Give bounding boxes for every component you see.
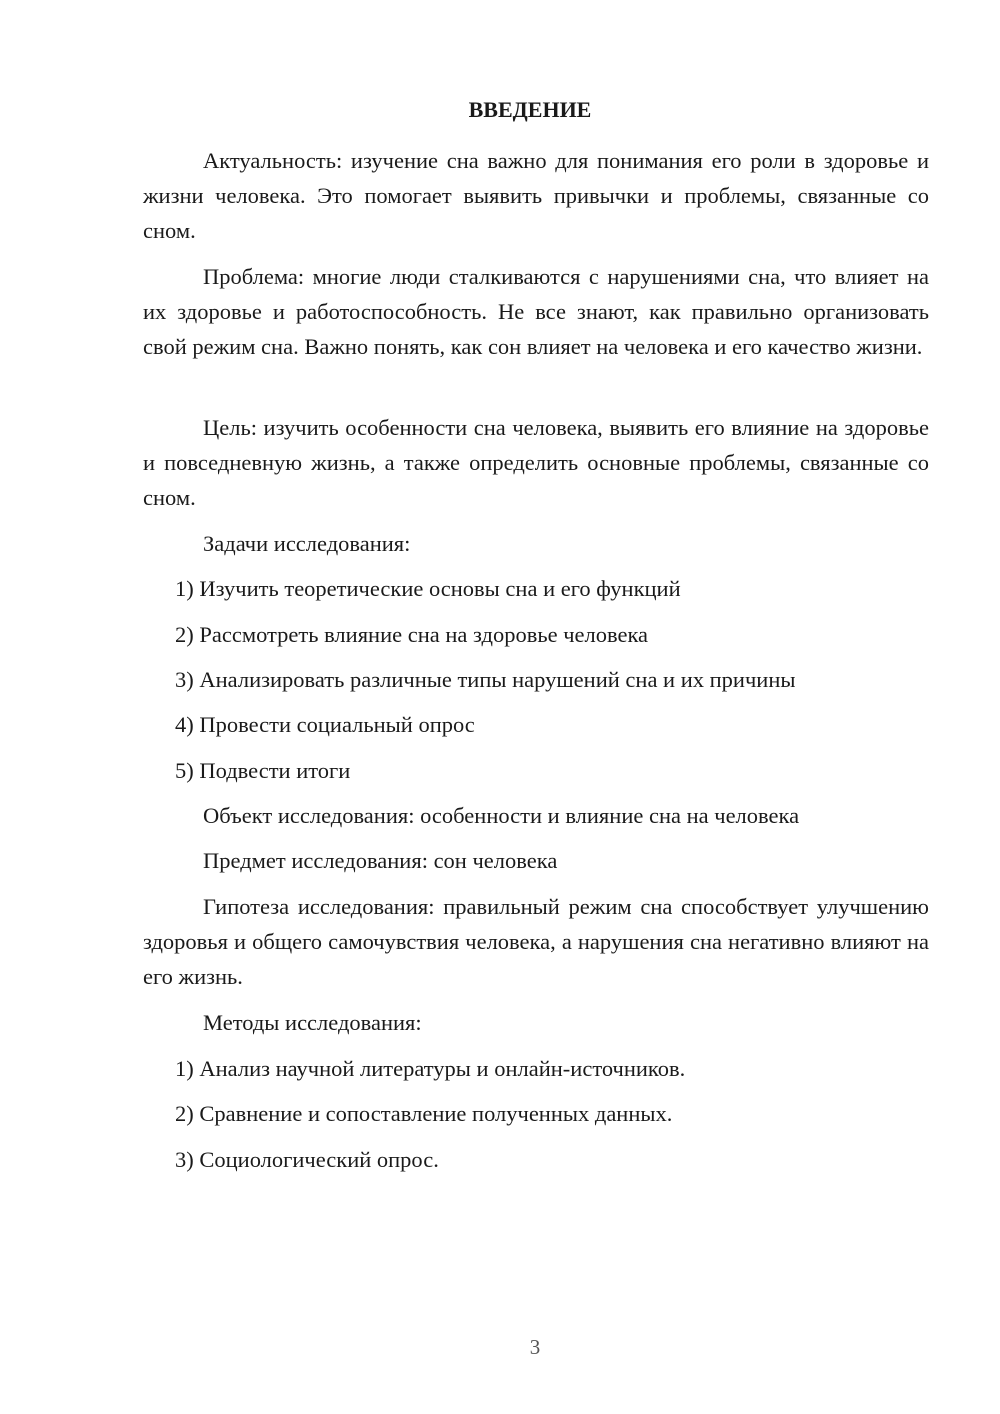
task-item: 5) Подвести итоги [175, 758, 351, 783]
task-item: 1) Изучить теоретические основы сна и его функций [175, 576, 681, 601]
page-title: ВВЕДЕНИЕ [468, 97, 592, 122]
relevance-paragraph: Актуальность: изучение сна важно для понимания его роли в здоровье и жизни человека. Это помогает выявить привычки и проблемы, связанные со сном. [143, 148, 929, 243]
method-item: 2) Сравнение и сопоставление полученных данных. [175, 1101, 673, 1126]
task-item: 3) Анализировать различные типы нарушений сна и их причины [175, 667, 796, 692]
tasks-heading: Задачи исследования: [203, 531, 411, 556]
method-item: 3) Социологический опрос. [175, 1147, 439, 1172]
object-line: Объект исследования: особенности и влияние сна на человека [203, 803, 800, 828]
task-item: 4) Провести социальный опрос [175, 712, 475, 737]
page-number: 3 [529, 1335, 541, 1359]
methods-heading: Методы исследования: [203, 1010, 422, 1035]
subject-line: Предмет исследования: сон человека [203, 848, 558, 873]
task-item: 2) Рассмотреть влияние сна на здоровье человека [175, 622, 649, 647]
goal-paragraph: Цель: изучить особенности сна человека, выявить его влияние на здоровье и повседневную жизнь, а также определить основные проблемы, связанные со сном. [143, 415, 929, 510]
problem-paragraph: Проблема: многие люди сталкиваются с нарушениями сна, что влияет на их здоровье и работоспособность. Не все знают, как правильно организовать свой режим сна. Важно понять, как сон влияет на человека и его качество жизни. [143, 264, 929, 359]
method-item: 1) Анализ научной литературы и онлайн-источников. [175, 1056, 686, 1081]
hypothesis-paragraph: Гипотеза исследования: правильный режим сна способствует улучшению здоровья и общего самочувствия человека, а нарушения сна негативно влияют на его жизнь. [143, 894, 929, 989]
